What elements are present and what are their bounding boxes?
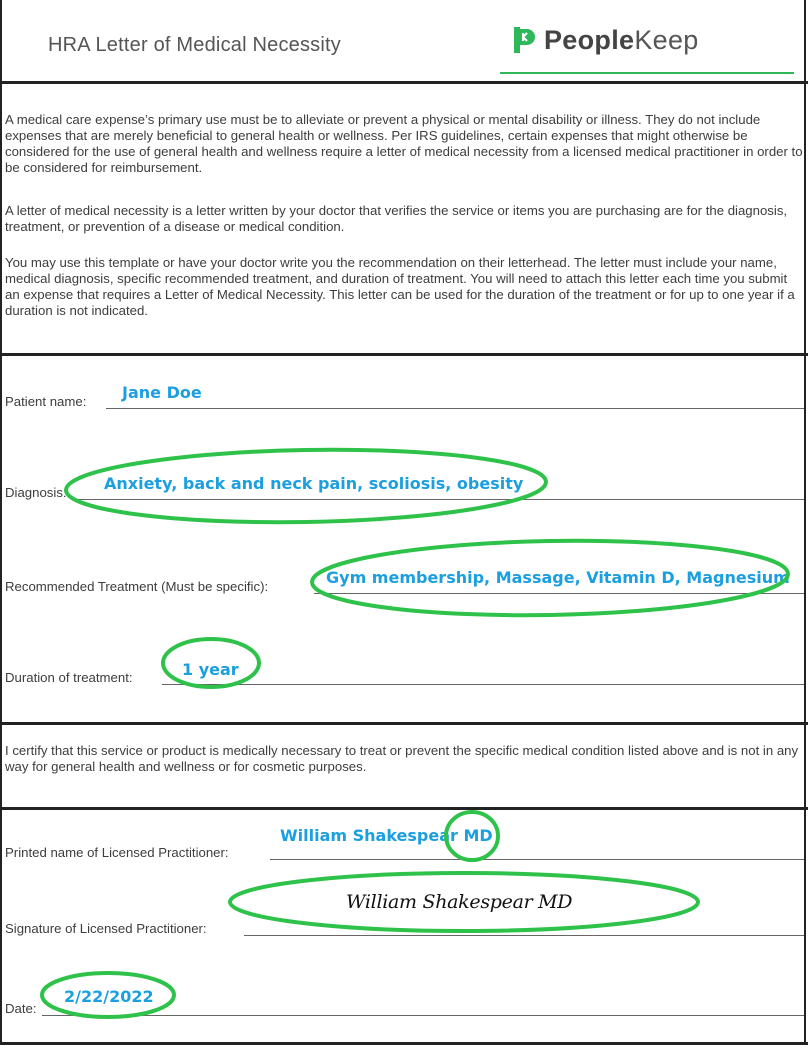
date-field[interactable] bbox=[42, 1015, 804, 1016]
printed-name-value: William Shakespear MD bbox=[280, 826, 493, 845]
printed-name-label: Printed name of Licensed Practitioner: bbox=[5, 845, 229, 860]
diagnosis-value: Anxiety, back and neck pain, scoliosis, obesity bbox=[104, 474, 524, 493]
peoplekeep-logo bbox=[512, 20, 699, 60]
date-label: Date: bbox=[5, 1001, 37, 1016]
duration-label: Duration of treatment: bbox=[5, 670, 133, 685]
intro-paragraph-1: A medical care expense’s primary use must be to alleviate or prevent a physical or mental disability or illness. They do not include expenses that are merely beneficial to general health or wellness. Per IRS guidelines, certain expenses that might otherwise be considered for the use of general health and wellness require a letter of medical necessity from a licensed medical practitioner in order to be considered for reimbursement. bbox=[5, 112, 803, 175]
duration-value: 1 year bbox=[182, 660, 239, 679]
treatment-field[interactable] bbox=[314, 593, 804, 594]
section-divider bbox=[0, 722, 808, 725]
peoplekeep-logo-text: PeopleKeep bbox=[544, 24, 699, 55]
logo-underline bbox=[500, 72, 794, 74]
section-divider bbox=[0, 81, 808, 84]
treatment-value: Gym membership, Massage, Vitamin D, Magnesium bbox=[326, 568, 790, 587]
diagnosis-field[interactable] bbox=[72, 499, 804, 500]
peoplekeep-logo-icon bbox=[512, 25, 538, 55]
signature-value: William Shakespear MD bbox=[346, 891, 573, 913]
certification-text: I certify that this service or product is medically necessary to treat or prevent the specific medical condition listed above and is not in any way for general health and wellness or for cosmetic purposes. bbox=[5, 743, 799, 774]
intro-paragraph-3: You may use this template or have your doctor write you the recommendation on their letterhead. The letter must include your name, medical diagnosis, specific recommended treatment, and duration of treatment. You will need to attach this letter each time you submit an expense that requires a Letter of Medical Necessity. This letter can be used for the duration of the treatment or for up to one year if a duration is not indicated. bbox=[5, 255, 795, 318]
duration-field[interactable] bbox=[162, 684, 804, 685]
patient-name-field[interactable] bbox=[106, 408, 804, 409]
signature-field[interactable] bbox=[244, 935, 804, 936]
section-divider bbox=[0, 353, 808, 356]
signature-label: Signature of Licensed Practitioner: bbox=[5, 921, 207, 936]
date-value: 2/22/2022 bbox=[64, 987, 154, 1006]
page-title: HRA Letter of Medical Necessity bbox=[48, 34, 341, 56]
printed-name-field[interactable] bbox=[270, 859, 804, 860]
patient-name-value: Jane Doe bbox=[122, 383, 202, 402]
patient-name-label: Patient name: bbox=[5, 394, 87, 409]
diagnosis-label: Diagnosis: bbox=[5, 485, 67, 500]
treatment-label: Recommended Treatment (Must be specific): bbox=[5, 579, 269, 594]
intro-paragraph-2: A letter of medical necessity is a letter written by your doctor that verifies the service or items you are purchasing are for the diagnosis, treatment, or prevention of a disease or medical condition. bbox=[5, 203, 788, 234]
section-divider bbox=[0, 807, 808, 810]
